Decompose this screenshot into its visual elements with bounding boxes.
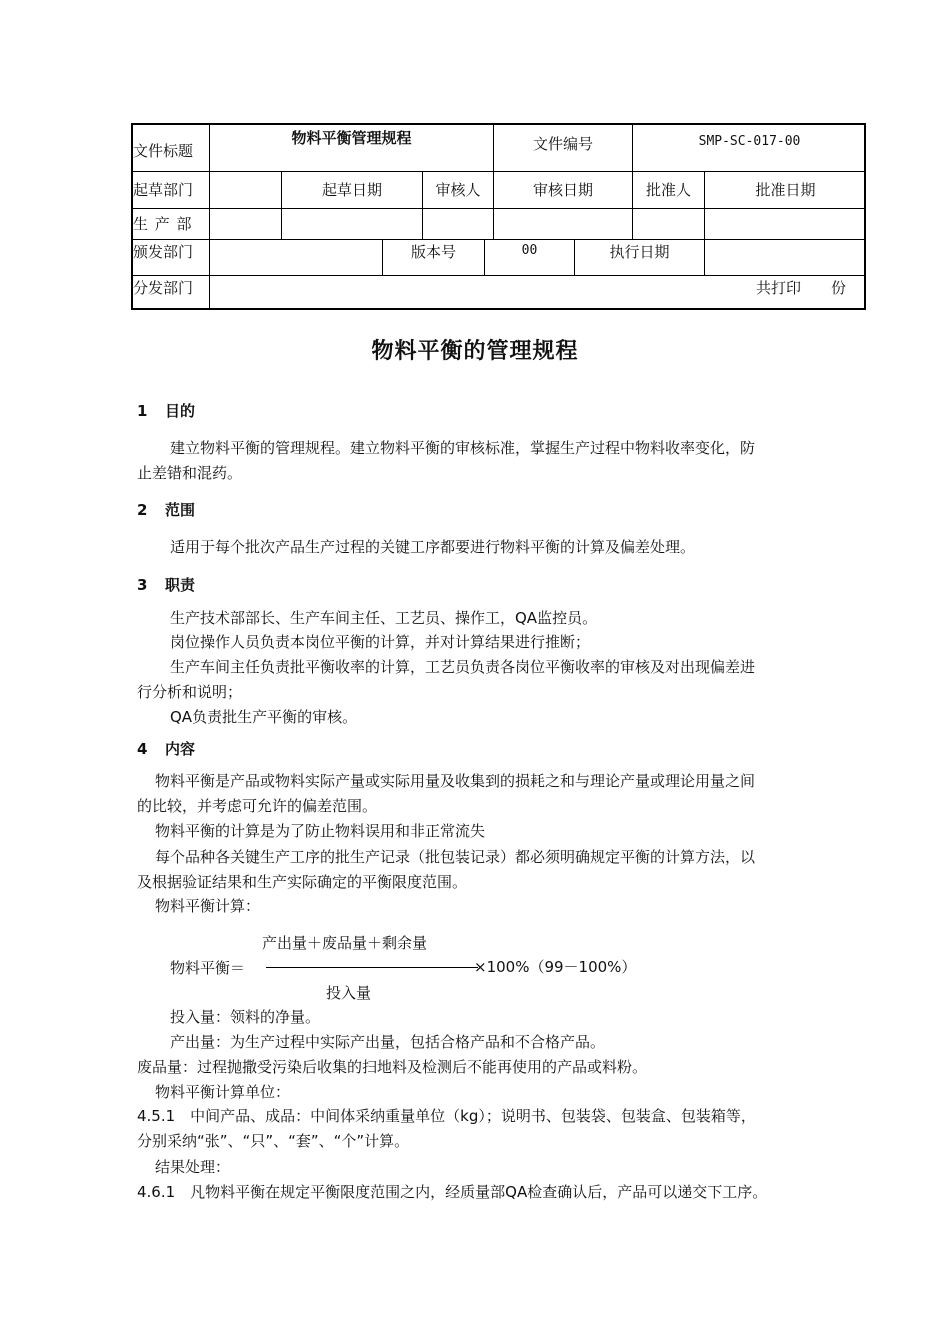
header-row-labels <box>133 171 864 209</box>
section-title: 范围 <box>165 501 196 519</box>
blank-cell <box>423 208 494 239</box>
issue-dept-label: 颁发部门 <box>133 239 210 275</box>
paragraph-line: QA负责批生产平衡的审核。 <box>170 708 358 726</box>
blank-cell <box>633 208 705 239</box>
paragraph-line: 物料平衡是产品或物料实际产量或实际用量及收集到的损耗之和与理论产量或理论用量之间 <box>155 772 756 790</box>
paragraph-line: 产出量：为生产过程中实际产出量，包括合格产品和不合格产品。 <box>170 1033 606 1051</box>
paragraph-line: 适用于每个批次产品生产过程的关键工序都要进行物料平衡的计算及偏差处理。 <box>170 538 696 556</box>
section-number: 1 <box>137 402 148 420</box>
formula-denominator: 投入量 <box>326 984 372 1002</box>
section-heading-1 <box>137 400 195 422</box>
paragraph-line: 废品量：过程抛撒受污染后收集的扫地料及检测后不能再使用的产品或料粉。 <box>137 1058 648 1076</box>
paragraph-line: 生产技术部部长、生产车间主任、工艺员、操作工，QA监控员。 <box>170 609 598 627</box>
section-title: 目的 <box>165 402 196 420</box>
section-title: 内容 <box>165 740 196 758</box>
blank-cell <box>210 208 282 239</box>
paragraph-line: 4.6.1 凡物料平衡在规定平衡限度范围之内，经质量部QA检查确认后，产品可以递交下工序。 <box>137 1183 768 1201</box>
title-label: 文件标题 <box>133 125 210 171</box>
header-row-issue <box>133 239 864 276</box>
formula-lhs: 物料平衡＝ <box>170 959 246 977</box>
paragraph-line: 每个品种各关键生产工序的批生产记录（批包装记录）都必须明确规定平衡的计算方法，以 <box>155 848 756 866</box>
review-date-label: 审核日期 <box>494 171 633 208</box>
section-number: 3 <box>137 576 148 594</box>
paragraph-line: 行分析和说明； <box>137 683 243 701</box>
section-heading-4 <box>137 738 195 760</box>
version-value: 00 <box>485 239 575 275</box>
blank-cell <box>210 239 383 275</box>
version-label: 版本号 <box>383 239 485 275</box>
draft-dept-value: 生 产 部 <box>133 208 210 239</box>
print-count-label: 共打印 份 <box>755 279 846 297</box>
header-row-dist <box>133 275 864 310</box>
paragraph-line: 止差错和混药。 <box>137 464 243 482</box>
document-title: 物料平衡的管理规程 <box>371 339 579 364</box>
header-table <box>131 123 866 310</box>
paragraph-line: 4.5.1 中间产品、成品：中间体采纳重量单位（kg）；说明书、包装袋、包装盒、包装箱等， <box>137 1107 756 1125</box>
draft-dept-label: 起草部门 <box>133 171 210 208</box>
paragraph-line: 物料平衡计算： <box>155 897 261 915</box>
header-row-values <box>133 208 864 240</box>
paragraph-line: 物料平衡计算单位： <box>155 1083 291 1101</box>
blank-cell <box>494 208 633 239</box>
blank-cell <box>705 208 866 239</box>
paragraph-line: 岗位操作人员负责本岗位平衡的计算，并对计算结果进行推断； <box>170 633 591 651</box>
blank-cell <box>282 208 423 239</box>
fraction-bar <box>266 967 478 968</box>
paragraph-line: 建立物料平衡的管理规程。建立物料平衡的审核标准，掌握生产过程中物料收率变化，防 <box>170 439 756 457</box>
approver-label: 批准人 <box>633 171 705 208</box>
formula-rhs: ×100%（99－100%） <box>474 958 637 976</box>
paragraph-line: 生产车间主任负责批平衡收率的计算，工艺员负责各岗位平衡收率的审核及对出现偏差进 <box>170 658 756 676</box>
exec-date-label: 执行日期 <box>575 239 705 275</box>
blank-cell <box>210 171 282 208</box>
title-value: 物料平衡管理规程 <box>210 125 494 171</box>
formula-numerator: 产出量＋废品量＋剩余量 <box>262 934 428 952</box>
draft-date-label: 起草日期 <box>282 171 423 208</box>
paragraph-line: 的比较，并考虑可允许的偏差范围。 <box>137 797 378 815</box>
section-heading-2 <box>137 499 195 521</box>
reviewer-label: 审核人 <box>423 171 494 208</box>
paragraph-line: 投入量：领料的净量。 <box>170 1008 321 1026</box>
blank-cell <box>705 239 866 275</box>
paragraph-line: 结果处理： <box>155 1158 231 1176</box>
number-label: 文件编号 <box>494 125 633 171</box>
approve-date-label: 批准日期 <box>755 181 816 199</box>
paragraph-line: 分别采纳“张”、“只”、“套”、“个”计算。 <box>137 1132 410 1150</box>
paragraph-line: 及根据验证结果和生产实际确定的平衡限度范围。 <box>137 873 468 891</box>
header-row-title <box>133 125 864 172</box>
paragraph-line: 物料平衡的计算是为了防止物料误用和非正常流失 <box>155 822 486 840</box>
dist-dept-label: 分发部门 <box>133 275 210 310</box>
section-heading-3 <box>137 574 195 596</box>
section-number: 4 <box>137 740 148 758</box>
section-number: 2 <box>137 501 148 519</box>
section-title: 职责 <box>165 576 196 594</box>
number-value: SMP-SC-017-00 <box>698 134 801 149</box>
